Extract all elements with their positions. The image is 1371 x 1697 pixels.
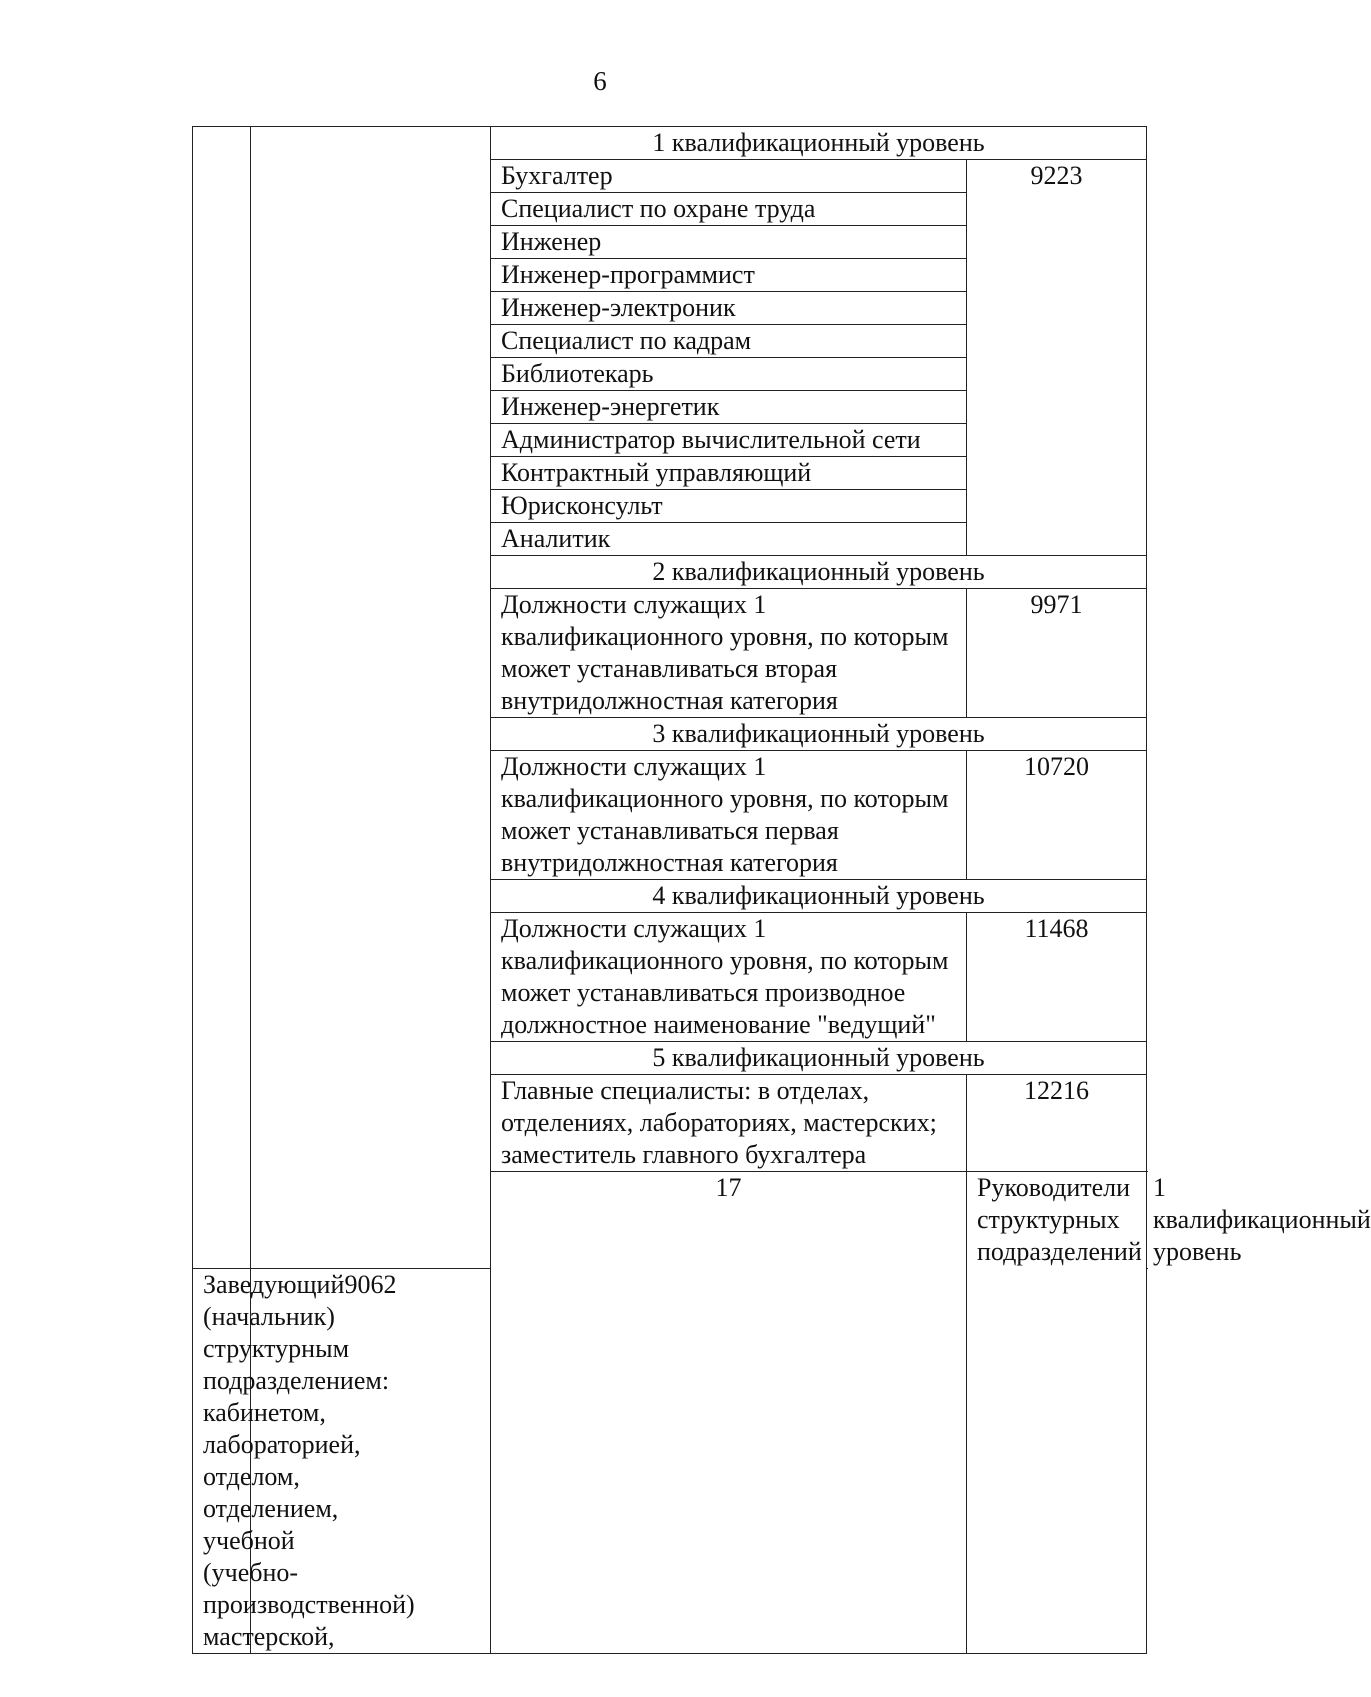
- position-cell: Инженер-электроник: [491, 292, 967, 325]
- position-cell: Должности служащих 1 квалификационного уровня, по которым может устанавливаться вторая внутридолжностная категория: [491, 589, 967, 718]
- position-cell: Должности служащих 1 квалификационного уровня, по которым может устанавливаться первая внутридолжностная категория: [491, 751, 967, 880]
- salary-cell: 10720: [967, 751, 1147, 880]
- salary-cell: 9062: [251, 1269, 491, 1654]
- position-cell: Контрактный управляющий: [491, 457, 967, 490]
- position-cell: Инженер-программист: [491, 259, 967, 292]
- position-cell: Бухгалтер: [491, 160, 967, 193]
- row-number-cell: 17: [491, 1172, 967, 1654]
- salary-cell: 9971: [967, 589, 1147, 718]
- level-header: 1 квалификационный уровень: [491, 127, 1147, 160]
- table-row: 17 Руководители структурных подразделений 1 квалификационный уровень: [193, 1172, 1147, 1269]
- page-number: 6: [593, 66, 607, 96]
- salary-cell: 12216: [967, 1075, 1147, 1172]
- position-cell: Юрисконсульт: [491, 490, 967, 523]
- position-cell: Специалист по охране труда: [491, 193, 967, 226]
- table-row: [193, 127, 1147, 160]
- position-cell: Должности служащих 1 квалификационного уровня, по которым может устанавливаться производное должностное наименование "ведущий": [491, 913, 967, 1042]
- level-header: 2 квалификационный уровень: [491, 556, 1147, 589]
- salary-cell: 11468: [967, 913, 1147, 1042]
- position-cell: Библиотекарь: [491, 358, 967, 391]
- position-cell: Специалист по кадрам: [491, 325, 967, 358]
- level-header: 5 квалификационный уровень: [491, 1042, 1147, 1075]
- group-cell: [251, 127, 491, 1269]
- salary-cell: 9223: [967, 160, 1147, 556]
- group-cell: Руководители структурных подразделений: [967, 1172, 1147, 1654]
- position-cell: Инженер: [491, 226, 967, 259]
- row-number-cell: [193, 127, 251, 1269]
- position-cell: Главные специалисты: в отделах, отделениях, лабораториях, мастерских; заместитель главного бухгалтера: [491, 1075, 967, 1172]
- position-cell: Заведующий (начальник) структурным подразделением: кабинетом, лабораторией, отделом, отделением, учебной (учебно-производственной) мастерской,: [193, 1269, 251, 1654]
- level-header: 4 квалификационный уровень: [491, 880, 1147, 913]
- position-cell: Администратор вычислительной сети: [491, 424, 967, 457]
- position-cell: Аналитик: [491, 523, 967, 556]
- position-cell: Инженер-энергетик: [491, 391, 967, 424]
- salary-table: [192, 126, 1371, 1654]
- level-header: 3 квалификационный уровень: [491, 718, 1147, 751]
